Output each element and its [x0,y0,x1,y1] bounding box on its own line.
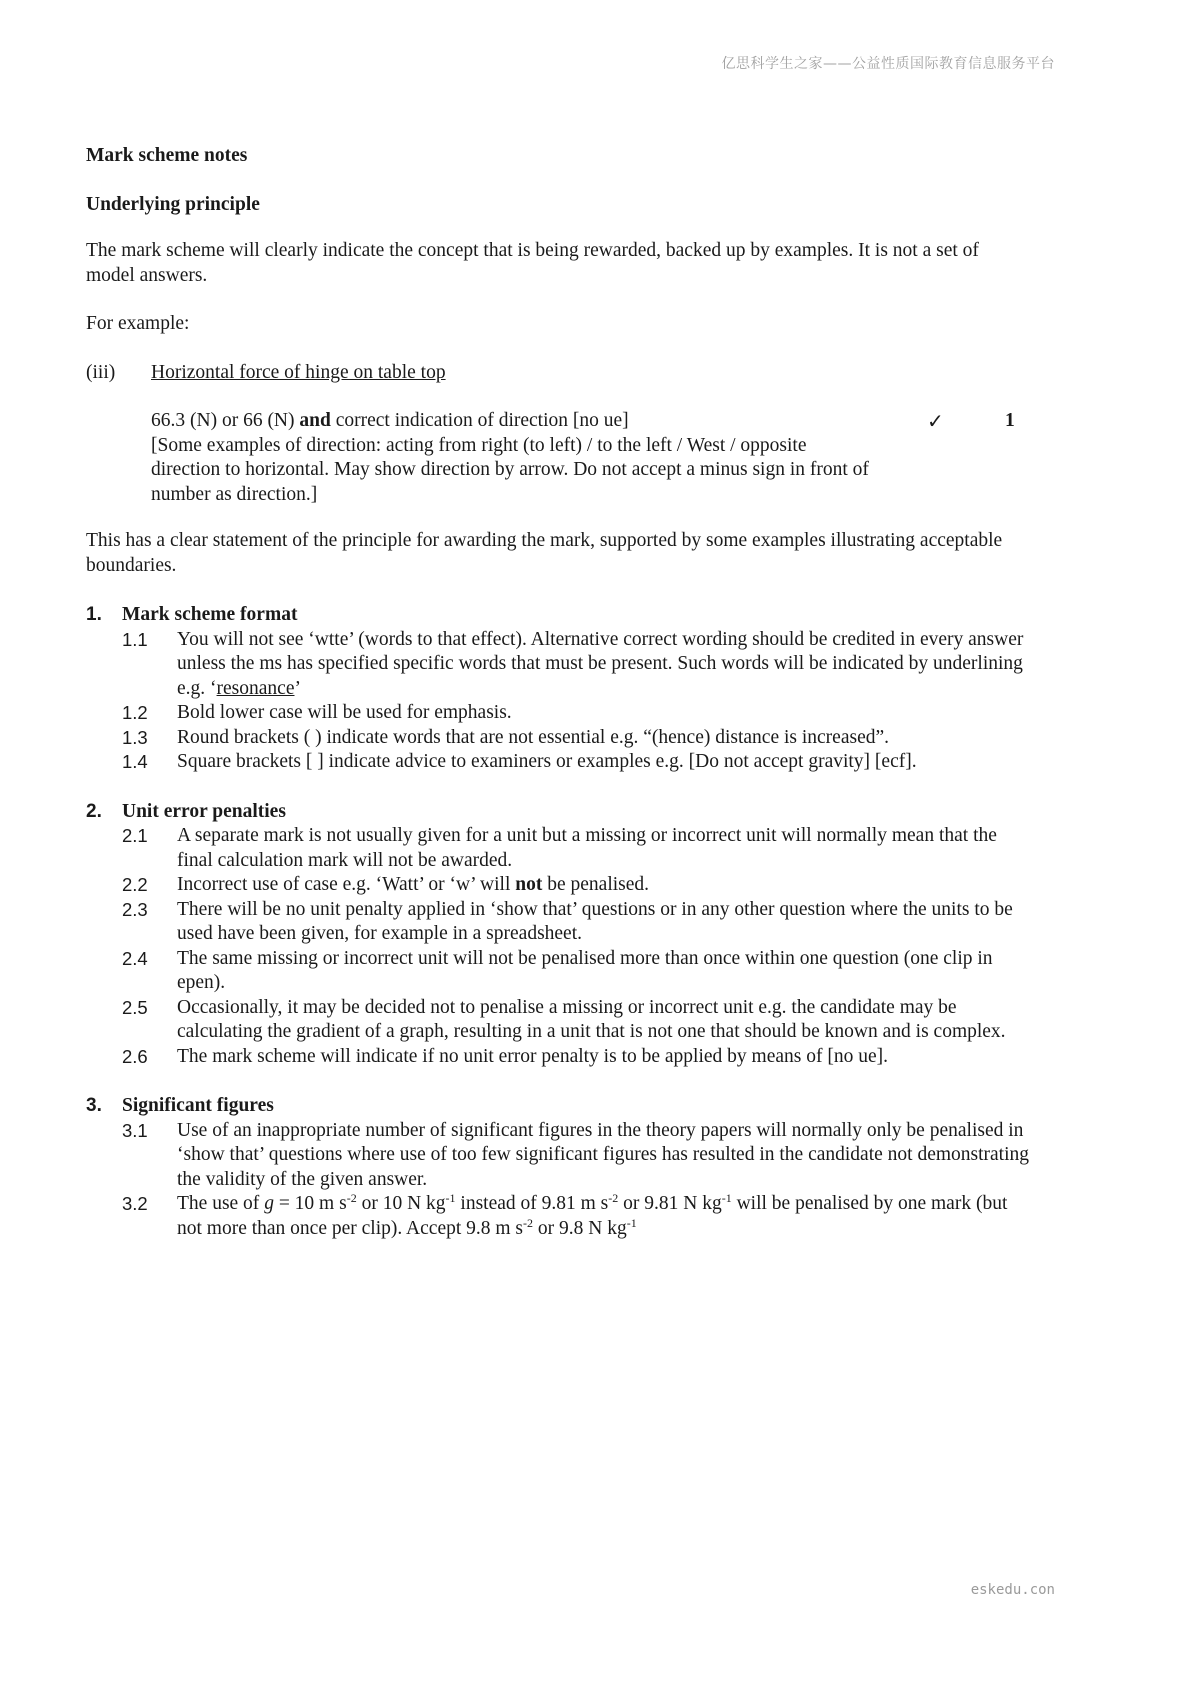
list-item [86,701,1032,726]
item-text [177,873,1032,898]
item-number: 1.1 [122,628,148,650]
item-text: A separate mark is not usually given for a unit but a missing or incorrect unit will normally mean that the final calculation mark will not be awarded. [177,825,997,871]
answer-part: correct indication of direction [no ue] [330,410,629,431]
item-text: The mark scheme will indicate if no unit error penalty is to be applied by means of [no ue]. [177,1045,888,1067]
item-text-part: be penalised. [542,874,650,895]
exponent: -1 [445,1191,456,1205]
item-number: 2.1 [122,825,148,846]
section-title: Mark scheme format [122,604,298,625]
exponent: -2 [523,1215,534,1230]
item-text-part: Incorrect use of case e.g. ‘Watt’ or ‘w’ will [177,874,516,895]
answer-text [151,409,871,507]
mark-scheme-notes [86,144,1032,1241]
list-item [86,1192,1032,1241]
item-text-part: You will not see ‘wtte’ (words to that effect). Alternative correct wording should be credited in every answer unless the ms has specified specific words that must be present. Such words will be indicated by underlining e.g. ‘ [177,628,1024,699]
item-number: 2.6 [122,1045,148,1067]
section-heading [86,800,1032,825]
item-text: Round brackets ( ) indicate words that are not essential e.g. “(hence) distance is increased”. [177,726,890,748]
exponent: -1 [721,1191,732,1205]
answer-mark: 1 [1005,410,1015,431]
item-text: There will be no unit penalty applied in ‘show that’ questions or in any other question where the units to be used have been given, for example in a spreadsheet. [177,898,1013,944]
section-title: Significant figures [122,1095,274,1116]
item-text: Bold lower case will be used for emphasis. [177,702,512,723]
list-item [86,824,1032,873]
item-text-part: or 10 N kg [356,1193,446,1214]
exponent: -1 [626,1215,637,1230]
item-number: 2.5 [122,996,148,1018]
item-number: 2.4 [122,947,148,969]
example-number: (iii) [86,361,116,383]
header-watermark: 亿思科学生之家——公益性质国际教育信息服务平台 [721,56,1055,72]
item-text-part: or 9.8 N kg [533,1217,627,1239]
item-text: The same missing or incorrect unit will not be penalised more than once within one question (one clip in epen). [177,947,993,993]
section-number: 1. [86,604,102,625]
principle-summary: This has a clear statement of the principle for awarding the mark, supported by some examples illustrating acceptable boundaries. [86,530,1003,576]
check-mark-icon: ✓ [927,409,944,433]
item-number: 3.2 [122,1193,148,1214]
list-item [86,898,1032,947]
list-item [86,750,1032,775]
list-item [86,873,1032,898]
section-unit-error-penalties [86,800,1032,1070]
item-text-part: ’ [294,677,301,699]
example-question [86,361,1032,386]
page-title: Mark scheme notes [86,145,248,166]
exponent: -2 [608,1191,619,1205]
list-item [86,947,1032,996]
variable-g: g [264,1193,274,1214]
example-title: Horizontal force of hinge on table top [151,361,446,383]
list-item [86,1119,1032,1193]
item-number: 1.3 [122,726,148,748]
item-number: 2.2 [122,874,148,895]
section-title: Unit error penalties [122,800,286,822]
item-text-part: The use of [177,1193,265,1214]
item-number: 1.2 [122,702,148,723]
section-heading [86,1094,1032,1119]
list-item [86,726,1032,751]
item-text-part: or 9.81 N kg [618,1193,722,1214]
for-example-label: For example: [86,313,190,334]
list-item [86,1045,1032,1070]
principle-heading: Underlying principle [86,193,260,215]
answer-part: 66.3 (N) or 66 (N) [151,410,300,431]
item-text [177,628,1032,702]
item-text-part: will be penalised by one mark (but not more than once per clip). Accept 9.8 m s [177,1193,1008,1239]
list-item [86,628,1032,702]
item-number: 2.3 [122,898,148,920]
answer-emphasis: and [299,410,331,431]
section-number: 2. [86,800,102,822]
item-text: Square brackets [ ] indicate advice to examiners or examples e.g. [Do not accept gravity] [ecf]. [177,751,917,772]
exponent: -2 [346,1191,357,1205]
bold-word: not [515,874,543,895]
list-item [86,996,1032,1045]
item-text [177,1192,1032,1241]
section-significant-figures [86,1094,1032,1241]
item-number: 3.1 [122,1119,148,1141]
principle-intro: The mark scheme will clearly indicate the concept that is being rewarded, backed up by examples. It is not a set of model answers. [86,240,979,286]
footer-watermark: eskedu.con [970,1582,1055,1598]
item-text: Occasionally, it may be decided not to penalise a missing or incorrect unit e.g. the candidate may be calculating the gradient of a graph, resulting in a unit that is not one that should be known and is complex. [177,996,1006,1042]
underlined-word: resonance [216,677,295,699]
section-heading [86,603,1032,628]
answer-notes: [Some examples of direction: acting from right (to left) / to the left / West / opposite direction to horizontal. May show direction by arrow. Do not accept a minus sign in front of number as direction.] [151,434,869,505]
section-mark-scheme-format [86,603,1032,775]
item-number: 1.4 [122,751,148,772]
item-text-part: instead of 9.81 m s [455,1193,609,1214]
section-number: 3. [86,1095,102,1116]
item-text: Use of an inappropriate number of significant figures in the theory papers will normally only be penalised in ‘show that’ questions where use of too few significant figures has resulted in the candidate not demonstrating the validity of the given answer. [177,1119,1030,1190]
item-text-part: = 10 m s [273,1193,347,1214]
example-answer [86,409,1032,507]
